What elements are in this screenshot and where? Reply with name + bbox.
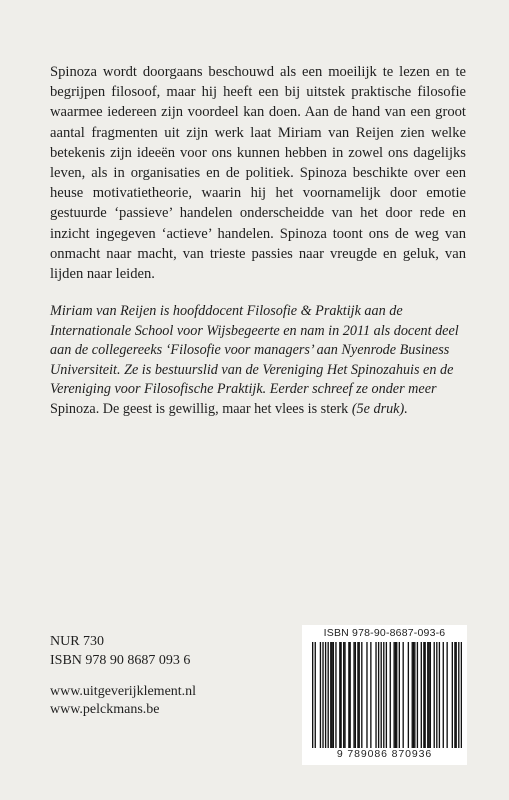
publisher-website-pelckmans[interactable]: www.pelckmans.be	[50, 702, 160, 717]
barcode-bar	[413, 642, 414, 750]
previous-book-title: Spinoza. De geest is gewillig, maar het vlees is sterk	[50, 400, 349, 417]
barcode-bar	[315, 642, 316, 750]
barcode-bar	[428, 642, 429, 750]
barcode-bar	[430, 642, 431, 750]
barcode-bar	[312, 642, 313, 750]
barcode-bar	[350, 642, 351, 750]
barcode-bars	[312, 642, 462, 750]
publisher-website-klement[interactable]: www.uitgeverijklement.nl	[50, 684, 197, 699]
barcode-number: 9 789086 870936	[302, 748, 467, 760]
barcode-bar	[357, 642, 358, 750]
barcode-bar	[322, 642, 323, 750]
barcode-bar	[461, 642, 462, 750]
barcode-bar	[458, 642, 459, 750]
barcode-bar	[436, 642, 437, 750]
barcode-bar	[361, 642, 362, 750]
author-bio	[50, 302, 468, 420]
barcode-bar	[375, 642, 376, 750]
barcode-bar	[366, 642, 367, 750]
barcode-bar	[348, 642, 349, 750]
author-bio-text: Miriam van Reijen is hoofddocent Filosofie & Praktijk aan de Internationale School voor Wijsbegeerte en nam in 2011 als docent deel aan de collegereeks ‘Filosofie voor managers’ aan Nyenrode Business Universiteit. Ze is bestuurslid van de Vereniging Het Spinozahuis en de Vereniging voor Filosofische Praktijk. Eerder schreef ze onder meer	[50, 303, 459, 398]
barcode-bar	[425, 642, 426, 750]
barcode-bar	[446, 642, 447, 750]
barcode-bar	[330, 642, 331, 750]
barcode-bar	[355, 642, 356, 750]
barcode-bar	[325, 642, 326, 750]
barcode-isbn-label: ISBN 978-90-8687-093-6	[323, 627, 446, 639]
barcode-bar	[443, 642, 444, 750]
barcode-bar	[340, 642, 341, 750]
barcode-bar	[386, 642, 387, 750]
barcode-bar	[381, 642, 382, 750]
barcode-bar	[399, 642, 400, 750]
barcode-bar	[370, 642, 371, 750]
barcode-bar	[434, 642, 435, 750]
barcode-bar	[396, 642, 397, 750]
barcode-bar	[383, 642, 384, 750]
barcode-bar	[423, 642, 424, 750]
barcode-bar	[456, 642, 457, 750]
barcode-bar	[414, 642, 415, 750]
isbn-text: ISBN 978 90 8687 093 6	[50, 653, 191, 668]
barcode-bar	[421, 642, 422, 750]
barcode-bar	[390, 642, 391, 750]
barcode-bar	[408, 642, 409, 750]
book-description: Spinoza wordt doorgaans beschouwd als een moeilijk te lezen en te begrijpen filosoof, maar hij heeft een bij uitstek praktische filosofie waarmee iedereen zijn voordeel kan doen. Aan de hand van een groot aantal fragmenten uit zijn werk laat Miriam van Reijen zien welke betekenis zijn ideeën voor ons kunnen hebben in zowel ons dagelijks leven, als in organisaties en de politiek. Spinoza beschikte over een heuse motivatietheorie, waarin hij het voornamelijk door emotie gestuurde ‘passieve’ handelen onderscheidde van het door rede en inzicht ingegeven ‘actieve’ handelen. Spinoza toont ons de weg van onmacht naar macht, van trieste passies naar vreugde en geluk, van lijden naar leiden.	[50, 64, 466, 283]
barcode	[302, 625, 467, 765]
barcode-bar	[403, 642, 404, 750]
barcode-bar	[393, 642, 394, 750]
nur-code: NUR 730	[50, 634, 105, 649]
barcode-bar	[339, 642, 340, 750]
barcode-bar	[378, 642, 379, 750]
barcode-bar	[333, 642, 334, 750]
barcode-bar	[344, 642, 345, 750]
barcode-bar	[320, 642, 321, 750]
barcode-bar	[412, 642, 413, 750]
barcode-bar	[359, 642, 360, 750]
barcode-bar	[343, 642, 344, 750]
barcode-bar	[395, 642, 396, 750]
barcode-bar	[331, 642, 332, 750]
barcode-bar	[452, 642, 453, 750]
barcode-bar	[454, 642, 455, 750]
barcode-bar	[417, 642, 418, 750]
barcode-bar	[328, 642, 329, 750]
barcode-bar	[353, 642, 354, 750]
barcode-bar	[427, 642, 428, 750]
barcode-bar	[439, 642, 440, 750]
barcode-bar	[335, 642, 336, 750]
edition-note: (5e druk).	[348, 400, 408, 417]
